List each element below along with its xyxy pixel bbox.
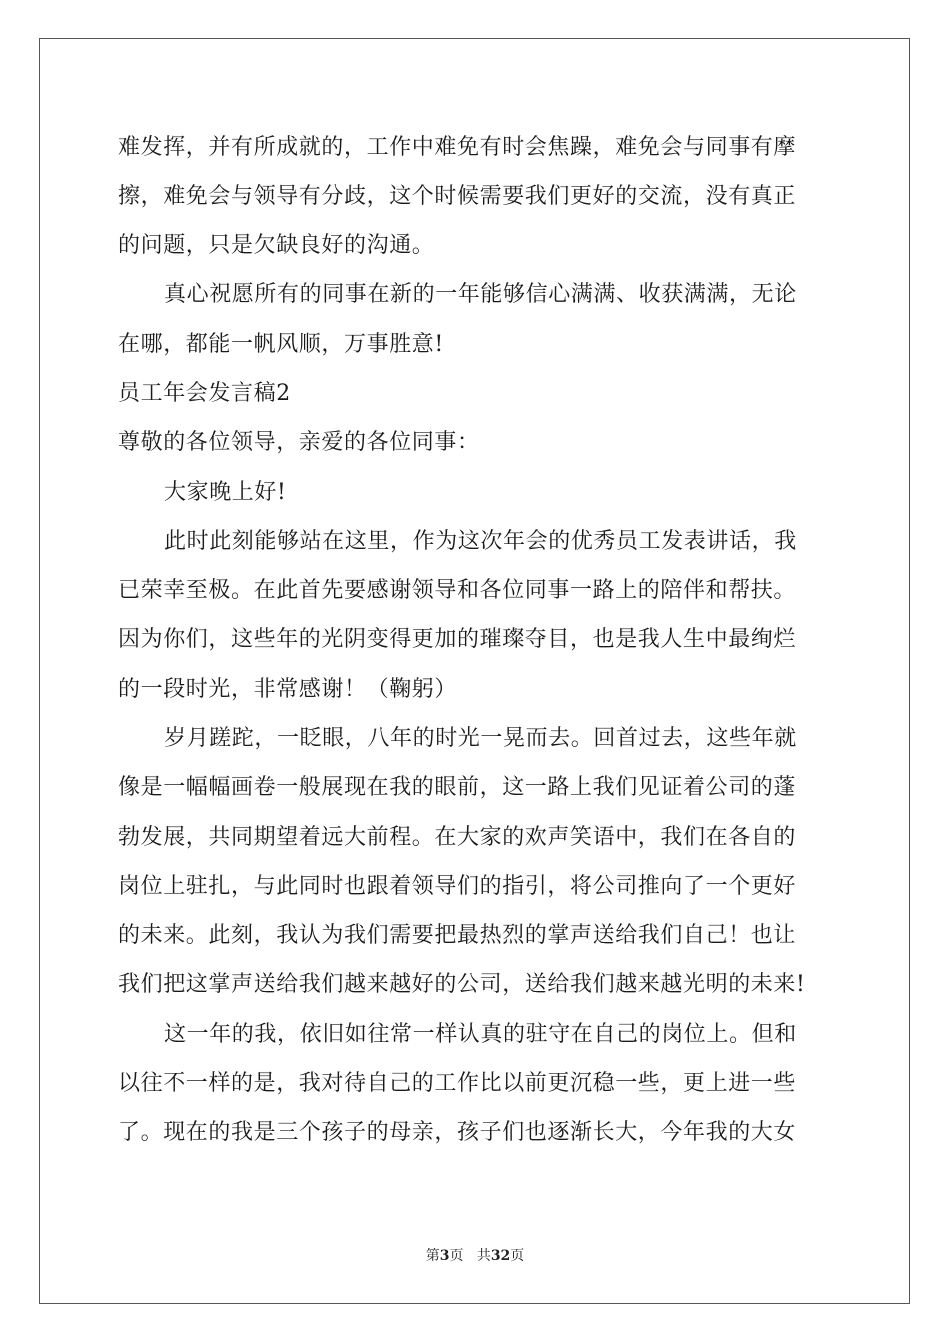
body-line: 擦，难免会与领导有分歧，这个时候需要我们更好的交流，没有真正 — [118, 184, 797, 209]
page-current: 3 — [439, 1248, 450, 1264]
body-line: 岁月蹉跎，一眨眼，八年的时光一晃而去。回首过去，这些年就 — [164, 726, 797, 751]
body-line: 在哪，都能一帆风顺，万事胜意! — [118, 332, 444, 357]
body-line: 的一段时光，非常感谢！（鞠躬） — [118, 677, 458, 702]
body-line: 难发挥，并有所成就的，工作中难免有时会焦躁，难免会与同事有摩 — [118, 135, 797, 160]
section-heading: 员工年会发言稿2 — [118, 381, 291, 406]
page-footer — [0, 1247, 950, 1265]
body-line: 岗位上驻扎，与此同时也跟着领导们的指引，将公司推向了一个更好 — [118, 874, 797, 899]
page-border — [39, 38, 910, 1304]
total-prefix: 共 — [476, 1248, 491, 1264]
body-line: 的问题，只是欠缺良好的沟通。 — [118, 233, 435, 258]
body-line: 以往不一样的是，我对待自己的工作比以前更沉稳一些，更上进一些 — [118, 1071, 797, 1096]
total-unit: 页 — [510, 1248, 525, 1264]
body-line: 的未来。此刻，我认为我们需要把最热烈的掌声送给我们自己！也让 — [118, 923, 797, 948]
greeting: 大家晚上好! — [164, 480, 287, 505]
body-line: 了。现在的我是三个孩子的母亲，孩子们也逐渐长大，今年我的大女 — [118, 1120, 797, 1145]
body-line: 真心祝愿所有的同事在新的一年能够信心满满、收获满满，无论 — [164, 282, 797, 307]
body-line: 像是一幅幅画卷一般展现在我的眼前，这一路上我们见证着公司的蓬 — [118, 775, 797, 800]
body-line: 已荣幸至极。在此首先要感谢领导和各位同事一路上的陪伴和帮扶。 — [118, 578, 797, 603]
body-line: 勃发展，共同期望着远大前程。在大家的欢声笑语中，我们在各自的 — [118, 825, 797, 850]
body-line: 这一年的我，依旧如往常一样认真的驻守在自己的岗位上。但和 — [164, 1022, 797, 1047]
body-line: 我们把这掌声送给我们越来越好的公司，送给我们越来越光明的未来! — [118, 972, 806, 997]
page-prefix: 第 — [425, 1248, 440, 1264]
body-line: 此时此刻能够站在这里，作为这次年会的优秀员工发表讲话，我 — [164, 529, 797, 554]
page-unit: 页 — [449, 1248, 464, 1264]
page-total: 32 — [490, 1248, 511, 1264]
salutation: 尊敬的各位领导，亲爱的各位同事： — [118, 430, 480, 455]
body-line: 因为你们，这些年的光阴变得更加的璀璨夺目，也是我人生中最绚烂 — [118, 627, 797, 652]
